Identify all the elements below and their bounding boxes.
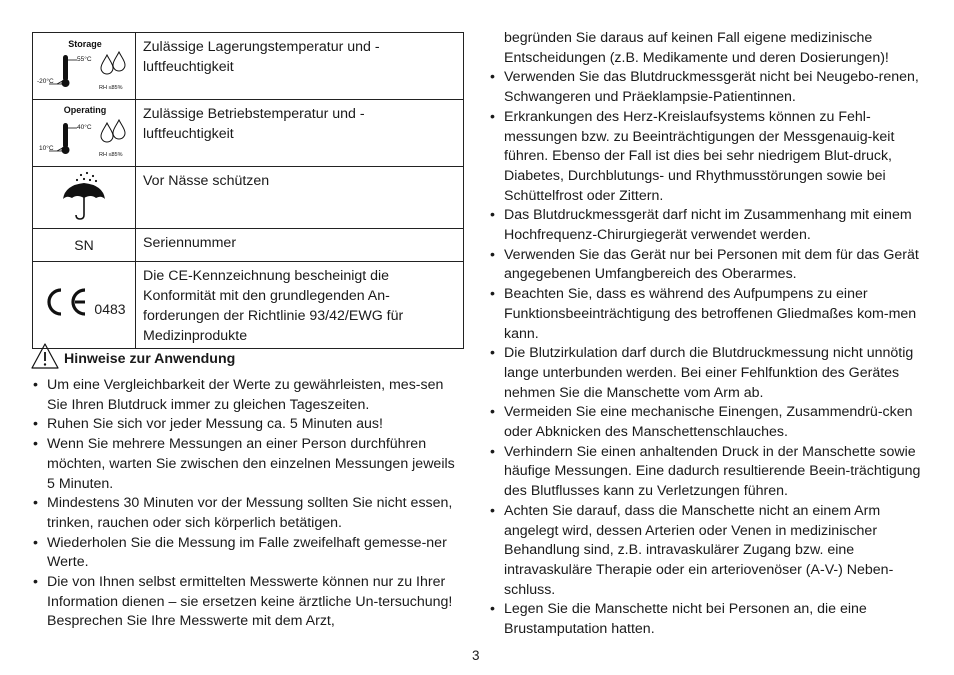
operating-temperature-humidity-icon — [33, 100, 136, 167]
list-item: • Verhindern Sie einen anhaltenden Druck in der Manschette sowie häufige Messungen. Eine dadurch resultierende Beein-trächtigung des Blutflusses kann zu Verletzungen führen. — [490, 443, 930, 502]
page-number: 3 — [472, 648, 480, 663]
operating-description: Zulässige Betriebstemperatur und -luftfeuchtigkeit — [136, 100, 464, 167]
symbol-row-ce — [33, 262, 464, 349]
list-item: • Die Blutzirkulation darf durch die Blutdruckmessung nicht unnötig lange unterbunden werden. Bei einer Fehlfunktion des Gerätes nehmen Sie die Manschette vom Arm ab. — [490, 344, 930, 403]
list-item: • Um eine Vergleichbarkeit der Werte zu gewährleisten, mes-sen Sie Ihren Blutdruck immer zu gleichen Tageszeiten. — [33, 376, 463, 415]
storage-heading: Storage — [68, 39, 102, 49]
hint-heading — [31, 343, 235, 369]
hint-title: Hinweise zur Anwendung — [64, 351, 236, 367]
symbol-row-wet — [33, 167, 464, 229]
list-item: • Vermeiden Sie eine mechanische Einengen, Zusammendrü-cken oder Abknicken des Manschettenschlauches. — [490, 403, 930, 442]
operating-temp-low: 10°C — [39, 145, 54, 152]
list-item: • Verwenden Sie das Gerät nur bei Personen mit dem für das Gerät angegebenen Umfangbereich des Oberarmes. — [490, 246, 930, 285]
symbol-row-storage — [33, 33, 464, 100]
symbol-row-operating — [33, 100, 464, 167]
ce-description: Die CE-Kennzeichnung bescheinigt die Konformität mit den grundlegenden An-forderungen der Richtlinie 93/42/EWG für Medizinprodukte — [136, 262, 464, 349]
storage-temp-high: 55°C — [77, 56, 92, 63]
left-bullet-list — [33, 376, 463, 632]
list-item: • Mindestens 30 Minuten vor der Messung sollten Sie nicht essen, trinken, rauchen oder sich körperlich betätigen. — [33, 494, 463, 533]
warning-triangle-icon — [31, 343, 59, 369]
wet-description: Vor Nässe schützen — [136, 167, 464, 229]
list-item: • Wenn Sie mehrere Messungen an einer Person durchführen möchten, warten Sie zwischen den einzelnen Messungen jeweils 5 Minuten. — [33, 435, 463, 494]
list-item: • Beachten Sie, dass es während des Aufpumpens zu einer Funktionsbeeinträchtigung des betroffenen Gliedmaßes kom-men kann. — [490, 285, 930, 344]
ce-mark-cell — [33, 262, 136, 349]
list-item: • Achten Sie darauf, dass die Manschette nicht an einem Arm angelegt wird, dessen Arterien oder Venen in medizinischer Behandlung sind, z.B. intravaskulärer Zugang bzw. eine intravaskuläre Therapie oder ein arteriovenöser (A-V-) Neben-schluss. — [490, 502, 930, 601]
serial-number-symbol: SN — [33, 229, 136, 262]
list-item: • Legen Sie die Manschette nicht bei Personen an, die eine Brustamputation hatten. — [490, 600, 930, 639]
ce-mark-icon — [42, 287, 88, 317]
umbrella-icon — [33, 167, 136, 229]
list-item: • Verwenden Sie das Blutdruckmessgerät nicht bei Neugebo-renen, Schwangeren und Präeklampsie-Patientinnen. — [490, 68, 930, 107]
operating-rh: RH ≤85% — [99, 152, 123, 158]
storage-rh: RH ≤85% — [99, 85, 123, 91]
symbol-table — [32, 32, 464, 349]
list-item: • Wiederholen Sie die Messung im Falle zweifelhaft gemesse-ner Werte. — [33, 534, 463, 573]
list-item: • Erkrankungen des Herz-Kreislaufsystems können zu Fehl-messungen bzw. zu Beeinträchtigungen der Messgenauig-keit führen. Ebenso der Fall ist dies bei sehr niedrigem Blut-druck, Diabetes, Durchblutungs- und Rhythmusstörungen sowie bei Schüttelfrost oder Zittern. — [490, 108, 930, 207]
storage-temp-low: -20°C — [37, 78, 54, 85]
list-item-continuation: begründen Sie daraus auf keinen Fall eigene medizinische Entscheidungen (z.B. Medikamente und deren Dosierungen)! — [504, 30, 889, 66]
list-item: • Die von Ihnen selbst ermittelten Messwerte können nur zu Ihrer Information dienen – sie ersetzen keine ärztliche Un-tersuchung! Besprechen Sie Ihre Messwerte mit dem Arzt, — [33, 573, 463, 632]
right-bullet-list — [490, 29, 930, 640]
serial-description: Seriennummer — [136, 229, 464, 262]
operating-heading: Operating — [63, 105, 107, 115]
storage-description: Zulässige Lagerungstemperatur und -luftfeuchtigkeit — [136, 33, 464, 100]
list-item: • Das Blutdruckmessgerät darf nicht im Zusammenhang mit einem Hochfrequenz-Chirurgiegerät verwendet werden. — [490, 206, 930, 245]
operating-temp-high: 40°C — [77, 124, 92, 131]
list-item: • Ruhen Sie sich vor jeder Messung ca. 5 Minuten aus! — [33, 415, 463, 435]
ce-notified-body-number: 0483 — [94, 301, 126, 317]
symbol-row-serial — [33, 229, 464, 262]
storage-temperature-humidity-icon — [33, 33, 136, 100]
